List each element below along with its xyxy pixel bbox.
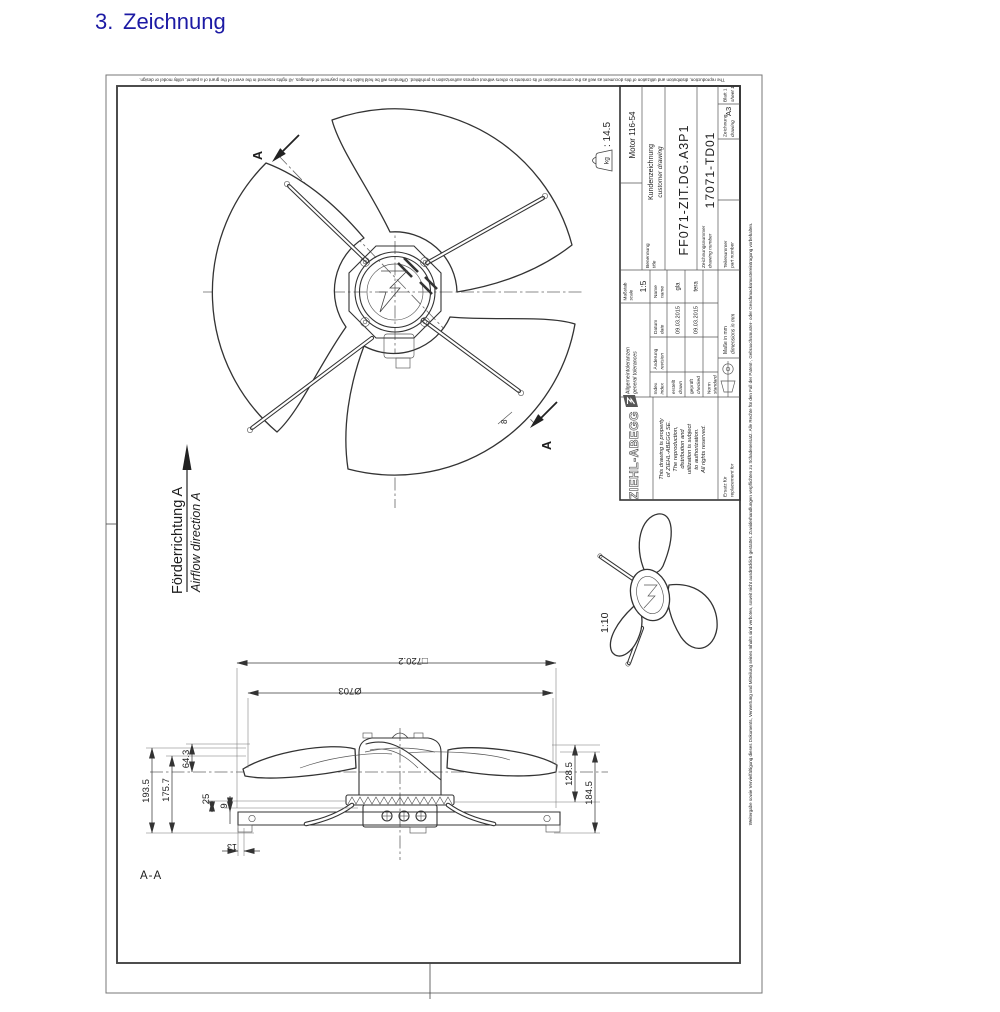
part-no-label-de: Teilenummer xyxy=(724,240,729,268)
svg-text:to authorization.: to authorization. xyxy=(694,428,700,470)
svg-text:of ZIEHL-ABEGG SE.: of ZIEHL-ABEGG SE. xyxy=(666,420,672,478)
drawn-date: 09.03.2015 xyxy=(675,306,682,334)
drawn-label-en: drawn xyxy=(679,380,684,394)
section-mark-a-top: A xyxy=(251,150,265,160)
dim-right-2: 184.5 xyxy=(584,781,595,805)
dim-bottom: 13 xyxy=(226,842,238,852)
drawing-title-de: Kundenzeichnung xyxy=(648,143,655,201)
index-header-de: Index xyxy=(654,382,659,395)
sheet-format-value: A3 xyxy=(724,106,733,116)
drawing-no-label-en: drawing number xyxy=(708,233,714,268)
motor-type: Motor 116-54 xyxy=(628,111,637,159)
weight-unit: kg xyxy=(603,157,611,164)
checked-date: 09.03.2015 xyxy=(693,306,700,334)
svg-text:This drawing is property: This drawing is property xyxy=(659,418,665,480)
title-label-de: Benennung xyxy=(646,243,651,268)
standard-label-en: standard xyxy=(713,375,719,394)
scale-value: 1:5 xyxy=(638,280,648,293)
dim-height-4: 25 xyxy=(201,793,212,805)
sheet-label-en: sheet 1 xyxy=(731,86,736,102)
replacement-label-de: Ersatz für xyxy=(723,476,729,497)
title-label-en: title xyxy=(652,260,658,268)
drawn-label-de: erstellt xyxy=(672,379,677,394)
section-mark-a-bottom: A xyxy=(540,440,554,450)
sheet-format-label-en: drawing xyxy=(731,120,736,137)
strut-dimension: 8 xyxy=(500,419,509,424)
airflow-label-de: Förderrichtung A xyxy=(170,486,186,594)
dim-diameter: Ø703 xyxy=(338,685,362,696)
units-label-en: dimensions in mm xyxy=(730,313,737,354)
checked-name: tera xyxy=(693,281,700,292)
dim-height-2: 175.7 xyxy=(161,778,172,802)
date-header-de: Datum xyxy=(654,319,659,334)
index-header-en: index xyxy=(660,383,666,395)
drawing-number: 17071-TD01 xyxy=(703,131,717,209)
tolerances-label-en: general tolerances xyxy=(632,351,639,394)
dim-height-5: 9 xyxy=(219,803,230,809)
drawn-name: gla xyxy=(675,282,682,291)
name-header-en: name xyxy=(660,286,666,298)
units-label-de: Maße in mm xyxy=(723,326,729,354)
scale-label-de: Maßstab xyxy=(622,282,628,301)
dim-height-3: 64.3 xyxy=(181,749,192,769)
standard-label-de: Norm xyxy=(707,382,713,394)
drawing-title-en: customer drawing xyxy=(657,146,664,198)
checked-label-en: checked xyxy=(697,376,702,394)
revision-header-de: Änderung xyxy=(654,348,659,370)
company-name: ZIEHL-ABEGG xyxy=(627,410,641,500)
scale-label-en: scale xyxy=(628,289,634,301)
replacement-label-en: replacement for xyxy=(730,463,736,497)
drawing-no-label-de: Zeichnungsnummer xyxy=(702,225,707,268)
section-view-label: A-A xyxy=(140,870,163,882)
dim-right-1: 128.5 xyxy=(564,762,575,786)
svg-text:utilization is subject: utilization is subject xyxy=(687,424,693,474)
airflow-label-en: Airflow direction A xyxy=(189,492,203,592)
page-title-number: 3. xyxy=(95,9,114,34)
name-header-de: Name xyxy=(654,285,659,298)
date-header-en: date xyxy=(660,324,666,334)
part-no-label-en: part number xyxy=(730,242,736,268)
svg-text:All rights reserved.: All rights reserved. xyxy=(701,424,707,474)
weight-value: : 14.5 xyxy=(602,121,613,147)
dim-square: □720.2 xyxy=(398,655,428,666)
revision-header-en: revision xyxy=(660,352,666,370)
iso-scale-label: 1:10 xyxy=(599,612,611,633)
border-note-top: The reproduction, distribution and utilization of this document as well as the communication of its contents to others without express authorization is prohibited. Offenders will be held liable for the payment of damages. All rights reserved in the event of the grant of a patent, utility model or design. xyxy=(139,77,725,83)
dim-height-1: 193.5 xyxy=(141,779,152,803)
border-note-side: Weitergabe sowie Vervielfältigung dieses Dokuments, Verwertung und Mitteilung seines Inhalts sind verboten, soweit nicht ausdrücklich gestattet. Zuwiderhandlungen verpflichten zu Schadenersatz. Alle Rechte für den Fall der Patent-, Gebrauchsmuster- oder Geschmacksmustereintragung vorbehalten. xyxy=(748,222,753,826)
svg-text:distribution and: distribution and xyxy=(680,429,686,469)
sheet-format-label-de: Zeichnung xyxy=(723,114,729,137)
checked-label-de: geprüft xyxy=(690,379,695,394)
svg-text:The reproduction,: The reproduction, xyxy=(673,426,679,472)
page-title: Zeichnung xyxy=(123,9,226,34)
type-code: FF071-ZIT.DG.A3P1 xyxy=(677,124,691,256)
tolerances-label-de: Allgemeintoleranzen xyxy=(625,346,632,394)
sheet-label-de: Blatt 1 xyxy=(723,88,729,102)
